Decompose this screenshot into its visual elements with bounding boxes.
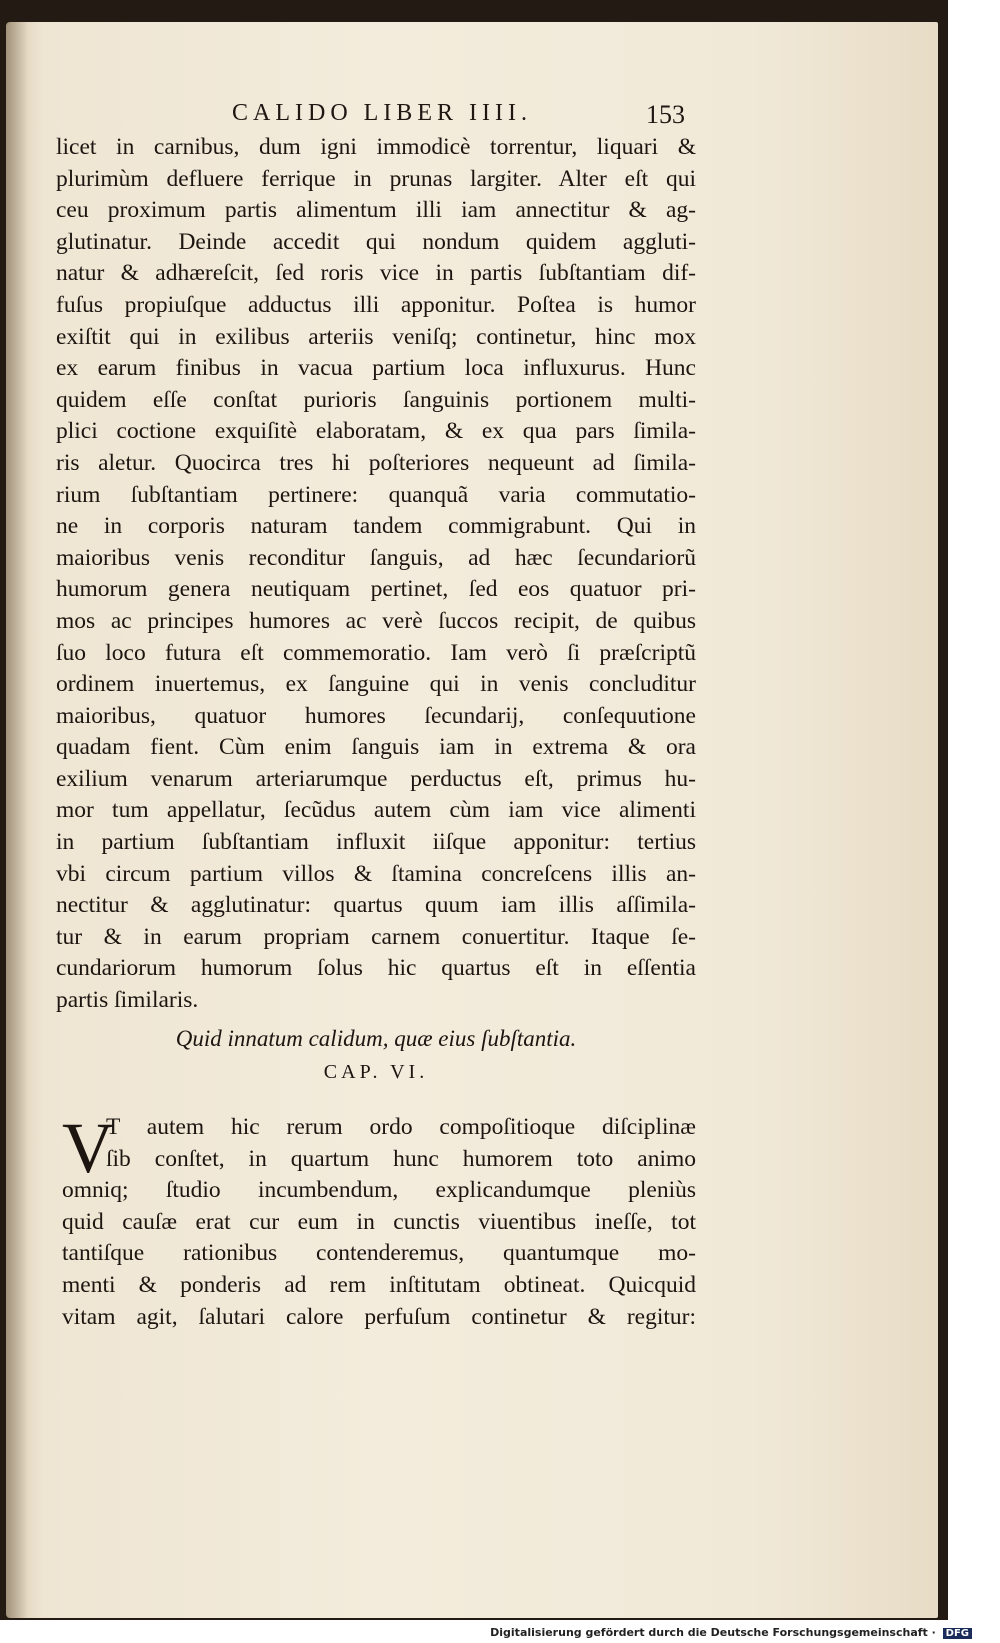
text-line: plici coctione exquiſitè elaboratam, & ex qua pars ſimila- — [56, 418, 696, 445]
running-title: CALIDO LIBER IIII. — [232, 100, 532, 126]
text-line: maioribus venis reconditur ſanguis, ad hæc ſecundariorũ — [56, 544, 696, 571]
text-line: fuſus propiuſque adductus illi apponitur. Poſtea is humor — [56, 291, 696, 318]
text-line: vitam agit, ſalutari calore perfuſum continetur & regitur: — [62, 1303, 696, 1330]
chapter-body — [62, 1108, 696, 1333]
text-line: omniq; ſtudio incumbendum, explicandumque pleniùs — [62, 1177, 696, 1204]
text-line: ſib conſtet, in quartum hunc humorem toto animo — [106, 1145, 696, 1172]
text-line: vbi circum partium villos & ſtamina concreſcens illis an- — [56, 860, 696, 887]
digitization-credit — [490, 1626, 972, 1639]
text-line: tur & in earum propriam carnem conuertitur. Itaque ſe- — [56, 923, 696, 950]
text-line: partis ſimilaris. — [56, 987, 199, 1014]
text-line: ceu proximum partis alimentum illi iam annectitur & ag- — [56, 197, 696, 224]
drop-initial: V — [62, 1108, 114, 1188]
text-line: maioribus, quatuor humores ſecundarij, conſequutione — [56, 702, 696, 729]
text-line: menti & ponderis ad rem inſtitutam obtineat. Quicquid — [62, 1271, 696, 1298]
text-line: T autem hic rerum ordo compoſitioque diſciplinæ — [106, 1114, 696, 1140]
text-line: ris aletur. Quocirca tres hi poſteriores nequeunt ad ſimila- — [56, 449, 696, 476]
text-line: ex earum finibus in vacua partium loca influxurus. Hunc — [56, 355, 696, 382]
text-line: rium ſubſtantiam pertinere: quanquã varia commutatio- — [56, 481, 696, 508]
page-number: 153 — [646, 100, 685, 129]
text-line: ſuo loco futura eſt commemoratio. Iam verò ſi præſcriptũ — [56, 639, 696, 666]
text-line: humorum genera neutiquam pertinet, ſed eos quatuor pri- — [56, 576, 696, 603]
text-line: natur & adhæreſcit, ſed roris vice in partis ſubſtantiam dif- — [56, 260, 696, 287]
text-line: nectitur & agglutinatur: quartus quum iam illis aſſimila- — [56, 892, 696, 919]
text-line: mos ac principes humores ac verè ſuccos recipit, de quibus — [56, 607, 696, 634]
text-line: cundariorum humorum ſolus hic quartus eſt in eſſentia — [56, 955, 696, 982]
chapter-title: Quid innatum calidum, quæ eius ſubſtantia. — [175, 1026, 577, 1051]
credit-text: Digitalisierung gefördert durch die Deutsche Forschungsgemeinschaft · — [490, 1626, 936, 1639]
body-text — [56, 132, 696, 1017]
text-line: mor tum appellatur, ſecũdus autem cùm iam vice alimenti — [56, 797, 696, 824]
text-line: licet in carnibus, dum igni immodicè torrentur, liquari & — [56, 134, 696, 160]
running-head — [6, 100, 938, 136]
chapter-heading — [56, 1022, 696, 1088]
text-line: quidem eſſe conſtat purioris ſanguinis portionem multi- — [56, 386, 696, 413]
text-line: plurimùm defluere ferrique in prunas largiter. Alter eſt qui — [56, 165, 696, 192]
text-line: quid cauſæ erat cur eum in cunctis viuentibus ineſſe, tot — [62, 1208, 696, 1235]
book-page — [6, 22, 938, 1618]
dfg-logo: DFG — [943, 1628, 972, 1639]
text-line: quadam fient. Cùm enim ſanguis iam in extrema & ora — [56, 734, 696, 761]
text-line: exiſtit qui in exilibus arteriis veniſq; continetur, hinc mox — [56, 323, 696, 350]
chapter-number: CAP. VI. — [323, 1061, 429, 1083]
text-line: tantiſque rationibus contenderemus, quantumque mo- — [62, 1240, 696, 1267]
text-line: in partium ſubſtantiam influxit iiſque apponitur: tertius — [56, 829, 696, 856]
text-line: ordinem inuertemus, ex ſanguine qui in venis concluditur — [56, 671, 696, 698]
gutter-shadow — [6, 22, 28, 1618]
text-line: glutinatur. Deinde accedit qui nondum quidem aggluti- — [56, 228, 696, 255]
text-line: ne in corporis naturam tandem commigrabunt. Qui in — [56, 513, 696, 540]
text-line: exilium venarum arteriarumque perductus eſt, primus hu- — [56, 765, 696, 792]
